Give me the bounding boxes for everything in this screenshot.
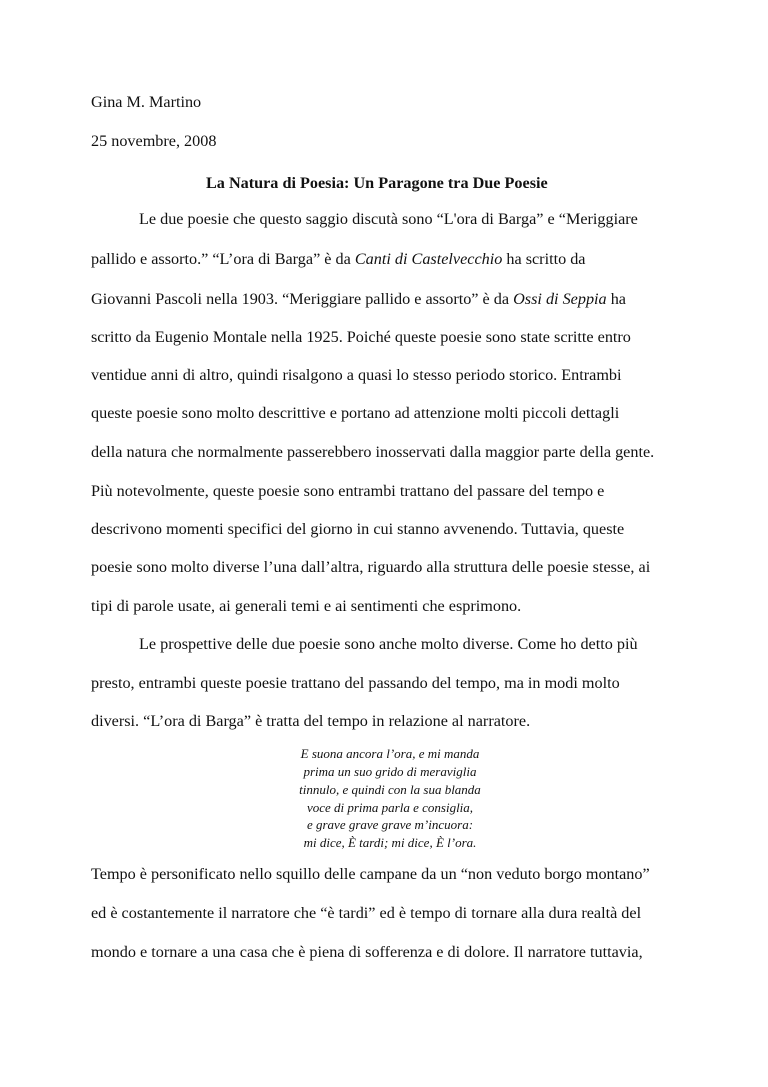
paragraph-line: presto, entrambi queste poesie trattano del passando del tempo, ma in modi molto [91,674,620,692]
poem-line: mi dice, È tardi; mi dice, È l’ora. [303,835,477,850]
paragraph-line: pallido e assorto.” “L’ora di Barga” è da Canti di Castelvecchio ha scritto da [91,250,586,268]
poem-line: e grave grave grave m’incuora: [306,817,474,832]
paragraph-line: Giovanni Pascoli nella 1903. “Meriggiare pallido e assorto” è da Ossi di Seppia ha [91,290,626,308]
paragraph-line: Tempo è personificato nello squillo delle campane da un “non veduto borgo montano” [91,865,650,883]
paragraph-line: ed è costantemente il narratore che “è tardi” ed è tempo di tornare alla dura realtà del [91,904,642,922]
paragraph-line: tipi di parole usate, ai generali temi e ai sentimenti che esprimono. [91,597,522,615]
paragraph-line: Le prospettive delle due poesie sono anche molto diverse. Come ho detto più [139,635,638,653]
poem-line: E suona ancora l’ora, e mi manda [300,746,480,761]
paragraph-line: Le due poesie che questo saggio discutà sono “L'ora di Barga” e “Meriggiare [139,210,638,228]
document-date: 25 novembre, 2008 [91,132,217,150]
book-title: Canti di Castelvecchio [354,250,503,268]
document-title: La Natura di Poesia: Un Paragone tra Due Poesie [206,174,548,192]
paragraph-line: mondo e tornare a una casa che è piena di sofferenza e di dolore. Il narratore tuttavia, [91,943,643,961]
paragraph-line: Più notevolmente, queste poesie sono entrambi trattano del passare del tempo e [91,482,605,500]
poem-line: voce di prima parla e consiglia, [306,800,474,815]
author-name: Gina M. Martino [91,93,202,111]
paragraph-line: queste poesie sono molto descrittive e portano ad attenzione molti piccoli dettagli [91,404,620,422]
paragraph-line: ventidue anni di altro, quindi risalgono a quasi lo stesso periodo storico. Entrambi [91,366,622,384]
paragraph-line: della natura che normalmente passerebbero inosservati dalla maggior parte della gente. [91,443,655,461]
paragraph-line: scritto da Eugenio Montale nella 1925. Poiché queste poesie sono state scritte entro [91,328,631,346]
poem-line: prima un suo grido di meraviglia [303,764,477,779]
paragraph-line: poesie sono molto diverse l’una dall’altra, riguardo alla struttura delle poesie stesse, ai [91,558,651,576]
poem-line: tinnulo, e quindi con la sua blanda [299,782,481,797]
book-title: Ossi di Seppia [513,290,607,308]
paragraph-line: diversi. “L’ora di Barga” è tratta del tempo in relazione al narratore. [91,712,531,730]
paragraph-line: descrivono momenti specifici del giorno in cui stanno avvenendo. Tuttavia, queste [91,520,625,538]
